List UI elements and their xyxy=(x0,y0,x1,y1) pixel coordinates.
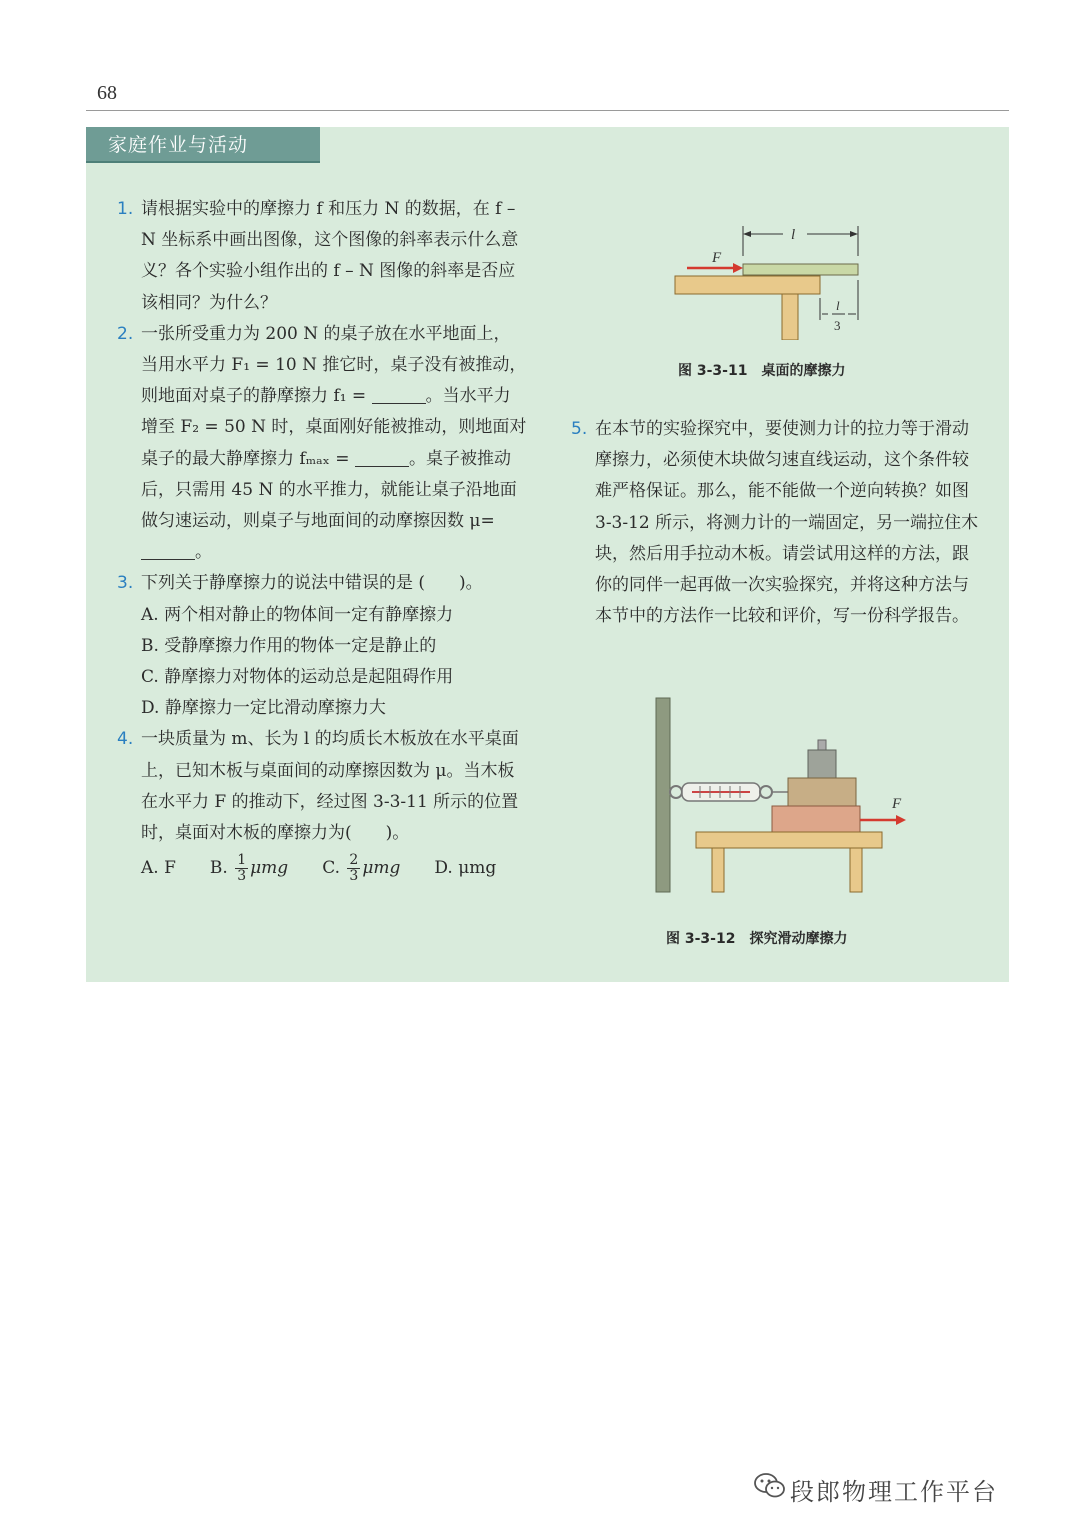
answer-blank[interactable] xyxy=(372,385,426,404)
option-b: B. 受静摩擦力作用的物体一定是静止的 xyxy=(141,635,437,656)
question-text: 一块质量为 m、长为 l 的均质长木板放在水平桌面上，已知木板与桌面间的动摩擦因数为 μ。当木板在水平力 F 的推动下，经过图 3-3-11 所示的位置时，桌面对木板的摩擦力为( )。 xyxy=(141,729,519,844)
wechat-icon xyxy=(754,1472,786,1500)
question-4-options xyxy=(117,853,527,884)
option-c: C. 静摩擦力对物体的运动总是起阻碍作用 xyxy=(141,667,454,688)
option-c xyxy=(322,853,400,884)
question-number: 3. xyxy=(117,573,134,594)
figure-sliding-friction xyxy=(650,696,910,896)
force-label: F xyxy=(892,796,902,812)
option-label: B. xyxy=(209,858,228,879)
figure-desk-friction xyxy=(665,222,875,340)
left-column xyxy=(117,194,527,884)
fraction xyxy=(347,853,360,884)
fraction-numerator: l xyxy=(836,298,840,313)
denominator: 3 xyxy=(349,868,359,885)
question-text: 在本节的实验探究中，要使测力计的拉力等于滑动摩擦力，必须使木块做匀速直线运动，这个条件较难严格保证。那么，能不能做一个逆向转换？如图 3-3-12 所示，将测力计的一端固定，另一端拉住木块，然后用手拉动木板。请尝试用这样的方法，跟你的同伴一起再做一次实验探究，并将这种方法与本节中的方法作一比较和评价，写一份科学报告。 xyxy=(595,419,979,627)
right-column xyxy=(571,414,981,632)
watermark xyxy=(790,1472,998,1507)
option-b xyxy=(210,853,288,884)
question-1 xyxy=(117,194,527,319)
question-number: 2. xyxy=(117,323,134,344)
option-d: D. 静摩擦力一定比滑动摩擦力大 xyxy=(141,698,386,719)
force-label: F xyxy=(712,250,722,266)
watermark-text: 段郎物理工作平台 xyxy=(790,1478,998,1506)
fraction-denominator: 3 xyxy=(834,318,841,333)
question-text: 。当水平力增至 F₂ = 50 N 时，桌面刚好能被推动，则地面对桌子的最大静摩擦力 fₘₐₓ = xyxy=(141,386,527,469)
figure-caption: 图 3-3-11 桌面的摩擦力 xyxy=(678,363,846,379)
question-text: 。桌子被推动后，只需用 45 N 的水平推力，就能让桌子沿地面做匀速运动，则桌子与地面间的动摩擦因数 μ= xyxy=(141,448,517,532)
answer-blank[interactable] xyxy=(141,541,195,560)
question-4 xyxy=(117,724,527,849)
question-2 xyxy=(117,319,527,569)
question-number: 5. xyxy=(571,419,588,439)
option-expression: μmg xyxy=(250,858,289,879)
option-d: D. μmg xyxy=(434,858,497,879)
numerator: 1 xyxy=(237,852,247,869)
length-label: l xyxy=(791,227,796,243)
question-text: 请根据实验中的摩擦力 f 和压力 N 的数据，在 f – N 坐标系中画出图像，这个图像的斜率表示什么意义？各个实验小组作出的 f – N 图像的斜率是否应该相同？为什么？ xyxy=(141,199,519,313)
question-3 xyxy=(117,568,527,599)
figure-caption: 图 3-3-12 探究滑动摩擦力 xyxy=(666,931,848,947)
question-number: 1. xyxy=(117,199,134,219)
section-title: 家庭作业与活动 xyxy=(86,127,320,163)
option-expression: μmg xyxy=(362,858,401,879)
question-text: 一张所受重力为 200 N 的桌子放在水平地面上，当用水平力 F₁ = 10 N 推它时，桌子没有被推动，则地面对桌子的静摩擦力 f₁ = xyxy=(141,323,527,407)
option-a: A. F xyxy=(141,858,176,879)
question-5 xyxy=(571,414,981,632)
question-text: 下列关于静摩擦力的说法中错误的是 ( )。 xyxy=(141,573,483,594)
option-label: C. xyxy=(322,858,340,879)
numerator: 2 xyxy=(349,852,359,869)
option-a: A. 两个相对静止的物体间一定有静摩擦力 xyxy=(141,604,454,625)
page-number: 68 xyxy=(97,82,117,104)
question-number: 4. xyxy=(117,729,134,750)
answer-blank[interactable] xyxy=(355,448,409,467)
fraction xyxy=(235,853,248,884)
header-rule xyxy=(86,110,1009,111)
denominator: 3 xyxy=(237,868,247,885)
question-text: 。 xyxy=(195,542,212,563)
